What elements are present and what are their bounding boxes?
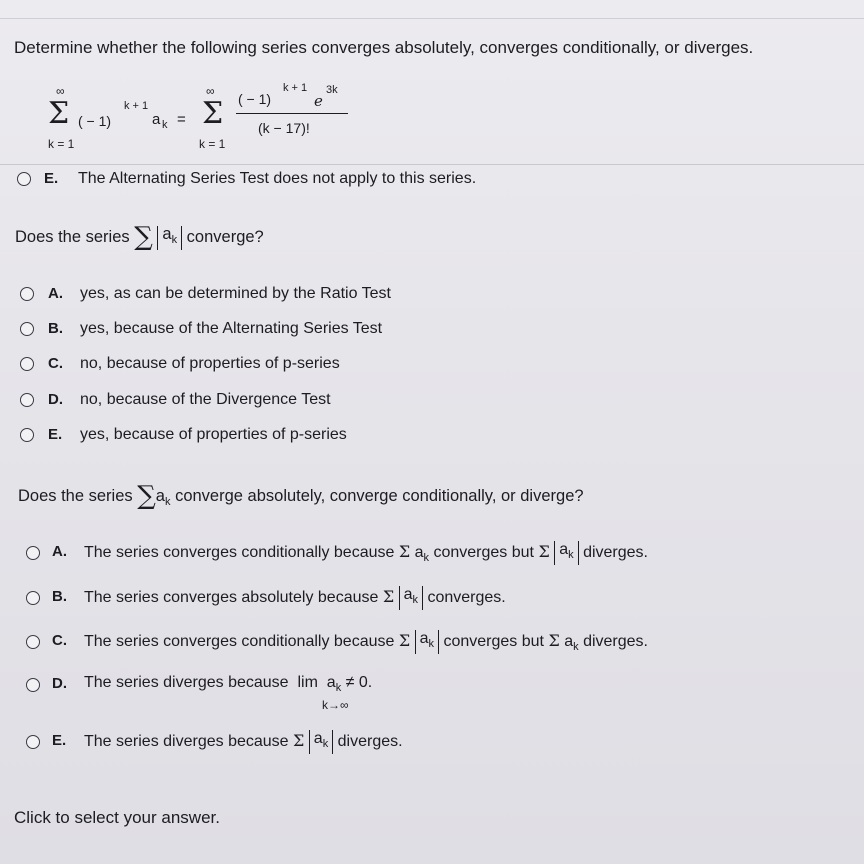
q2-c-sub: k <box>428 638 435 650</box>
denominator: (k − 17)! <box>258 120 310 136</box>
q2-e-t2: diverges. <box>337 733 403 751</box>
sigma-symbol: Σ <box>398 631 411 651</box>
q2-a-t3: diverges. <box>583 544 648 562</box>
q1-option-c-text: no, because of properties of p-series <box>80 355 340 372</box>
lhs-term: ( − 1) <box>78 113 112 129</box>
q1-option-e-letter: E. <box>48 426 63 443</box>
radio-q1-e[interactable] <box>20 428 34 442</box>
q2-option-e-text <box>84 730 403 754</box>
lhs-exponent: k + 1 <box>124 100 149 112</box>
q1-abs-ak <box>157 226 182 250</box>
q1-a-sub: k <box>171 233 178 246</box>
q2-b-sub: k <box>412 594 419 606</box>
q2-option-a-text <box>84 541 648 565</box>
q2-option-d-text <box>84 674 372 692</box>
sigma-symbol: Σ <box>398 542 411 562</box>
prev-option-text: The Alternating Series Test does not apply to this series. <box>78 170 477 187</box>
q2-a-t1: The series converges conditionally because <box>84 544 395 562</box>
q2-b-a: a <box>403 586 413 603</box>
q1-a: a <box>162 224 172 243</box>
equals-sign: = <box>177 111 186 128</box>
abs-ak <box>554 541 578 565</box>
q1-option-e-text: yes, because of properties of p-series <box>80 426 347 443</box>
q2-option-b-text <box>84 586 506 610</box>
sigma-symbol: Σ <box>293 731 305 751</box>
q2-d-limsub: k→∞ <box>322 698 349 712</box>
q2-a-t2: converges but <box>433 544 534 562</box>
q2-option-b-letter: B. <box>52 588 67 605</box>
q2-sigma: ∑ <box>137 481 156 511</box>
q2-d-a: a <box>326 674 336 691</box>
q2-d-t1: The series diverges because <box>84 674 289 691</box>
radio-q1-d[interactable] <box>20 393 34 407</box>
radio-q2-e[interactable] <box>26 735 40 749</box>
lhs-sigma: Σ <box>48 96 70 131</box>
q1-option-a-text: yes, as can be determined by the Ratio Test <box>80 285 391 302</box>
q2-a-sub: k <box>423 552 430 565</box>
radio-q2-a[interactable] <box>26 546 40 560</box>
q1-option-c-letter: C. <box>48 355 63 372</box>
numerator: ( − 1) <box>238 91 272 107</box>
q1-suffix: converge? <box>186 228 264 246</box>
section-divider <box>0 164 864 165</box>
q2-suffix: converge absolutely, converge conditionally, or diverge? <box>175 487 584 505</box>
q1-option-b-letter: B. <box>48 320 63 337</box>
top-divider <box>0 18 864 19</box>
q2-e-a: a <box>313 730 323 747</box>
rhs-lower-limit: k = 1 <box>199 137 226 151</box>
footer-instruction: Click to select your answer. <box>14 808 220 827</box>
abs-ak <box>309 730 333 754</box>
q2-b-t1: The series converges absolutely because <box>84 589 379 607</box>
q2-a-sub: k <box>164 496 171 508</box>
lhs-ak-sub: k <box>162 119 168 131</box>
q2-d-neq: ≠ 0. <box>345 674 373 691</box>
q2-c-t1: The series converges conditionally because <box>84 633 395 651</box>
q2-e-t1: The series diverges because <box>84 733 289 751</box>
e-exponent: 3k <box>326 84 338 96</box>
radio-q1-a[interactable] <box>20 287 34 301</box>
q1-prefix: Does the series <box>15 228 130 246</box>
q2-option-e-letter: E. <box>52 732 67 749</box>
q2-b-t2: converges. <box>427 589 506 607</box>
q2-d-lim: lim <box>297 674 318 691</box>
e-symbol: e <box>314 92 323 110</box>
q1-option-d-letter: D. <box>48 391 63 408</box>
lhs-upper-limit: ∞ <box>56 84 65 98</box>
q2-c-t3: diverges. <box>583 633 648 651</box>
q1-option-b-text: yes, because of the Alternating Series Test <box>80 320 383 337</box>
q2-option-c-letter: C. <box>52 632 67 649</box>
q2-prefix: Does the series <box>18 487 133 505</box>
q2-d-sub: k <box>335 682 342 694</box>
fraction-bar <box>236 113 348 114</box>
q2-c-sub2: k <box>573 641 579 654</box>
q2-a-a: a <box>414 544 424 562</box>
q2-c-t2: converges but <box>443 633 544 651</box>
radio-q2-c[interactable] <box>26 635 40 649</box>
radio-prev-e[interactable] <box>17 172 31 186</box>
q2-option-c-text <box>84 630 648 654</box>
radio-q1-c[interactable] <box>20 357 34 371</box>
abs-ak <box>415 630 439 654</box>
q2-text <box>18 478 584 511</box>
rhs-upper-limit: ∞ <box>206 84 215 98</box>
lhs-ak: a <box>152 111 161 128</box>
q1-text <box>15 219 264 250</box>
sigma-symbol: Σ <box>538 542 550 562</box>
lhs-lower-limit: k = 1 <box>48 137 75 151</box>
q2-a-a2: a <box>559 541 569 558</box>
q2-a-sub2: k <box>568 549 574 561</box>
prev-option-letter: E. <box>44 170 59 187</box>
radio-q1-b[interactable] <box>20 322 34 336</box>
q2-c-a: a <box>419 630 429 647</box>
q1-option-d-text: no, because of the Divergence Test <box>80 391 331 408</box>
abs-ak <box>399 586 423 610</box>
radio-q2-d[interactable] <box>26 678 40 692</box>
q2-e-sub: k <box>322 738 329 750</box>
question-text: Determine whether the following series converges absolutely, converges conditionally, or diverges. <box>14 38 754 57</box>
numerator-exponent: k + 1 <box>283 82 308 94</box>
sigma-symbol: Σ <box>382 587 395 607</box>
sigma-symbol: Σ <box>548 631 560 651</box>
q1-option-a-letter: A. <box>48 285 63 302</box>
q2-option-a-letter: A. <box>52 543 67 560</box>
q2-a: a <box>155 487 165 505</box>
radio-q2-b[interactable] <box>26 591 40 605</box>
q1-sigma: ∑ <box>134 222 153 252</box>
q2-option-d-letter: D. <box>52 675 67 692</box>
q2-c-a2: a <box>564 633 574 651</box>
rhs-sigma: Σ <box>202 96 224 131</box>
